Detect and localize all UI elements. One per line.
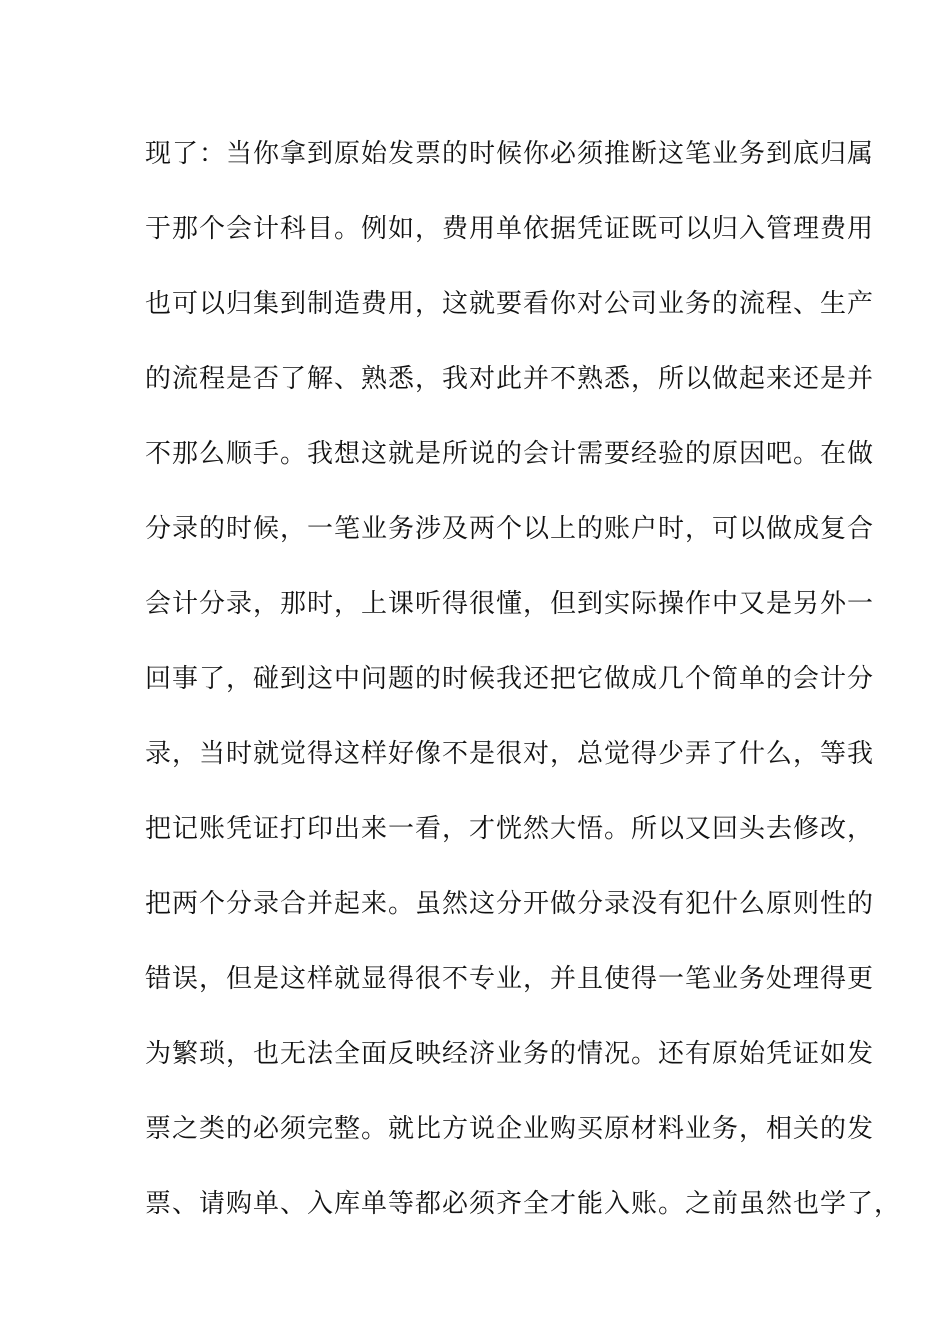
text-line: 会计分录，那时，上课听得很懂，但到实际操作中又是另外一 (145, 589, 875, 619)
text-line: 票、请购单、入库单等都必须齐全才能入账。之前虽然也学了， (145, 1189, 902, 1219)
text-line: 回事了，碰到这中问题的时候我还把它做成几个简单的会计分 (145, 664, 875, 694)
text-line: 错误，但是这样就显得很不专业，并且使得一笔业务处理得更 (145, 964, 875, 994)
text-line: 把记账凭证打印出来一看，才恍然大悟。所以又回头去修改， (145, 814, 875, 844)
text-line: 分录的时候，一笔业务涉及两个以上的账户时，可以做成复合 (145, 514, 875, 544)
text-line: 录，当时就觉得这样好像不是很对，总觉得少弄了什么，等我 (145, 739, 875, 769)
text-line: 现了：当你拿到原始发票的时候你必须推断这笔业务到底归属 (145, 139, 875, 169)
text-line: 于那个会计科目。例如，费用单依据凭证既可以归入管理费用 (145, 214, 875, 244)
text-line: 票之类的必须完整。就比方说企业购买原材料业务，相关的发 (145, 1114, 875, 1144)
text-line: 的流程是否了解、熟悉，我对此并不熟悉，所以做起来还是并 (145, 364, 875, 394)
body-text (145, 129, 902, 1254)
text-line: 为繁琐，也无法全面反映经济业务的情况。还有原始凭证如发 (145, 1039, 875, 1069)
text-line: 也可以归集到制造费用，这就要看你对公司业务的流程、生产 (145, 289, 875, 319)
text-line: 把两个分录合并起来。虽然这分开做分录没有犯什么原则性的 (145, 889, 875, 919)
text-line: 不那么顺手。我想这就是所说的会计需要经验的原因吧。在做 (145, 439, 875, 469)
